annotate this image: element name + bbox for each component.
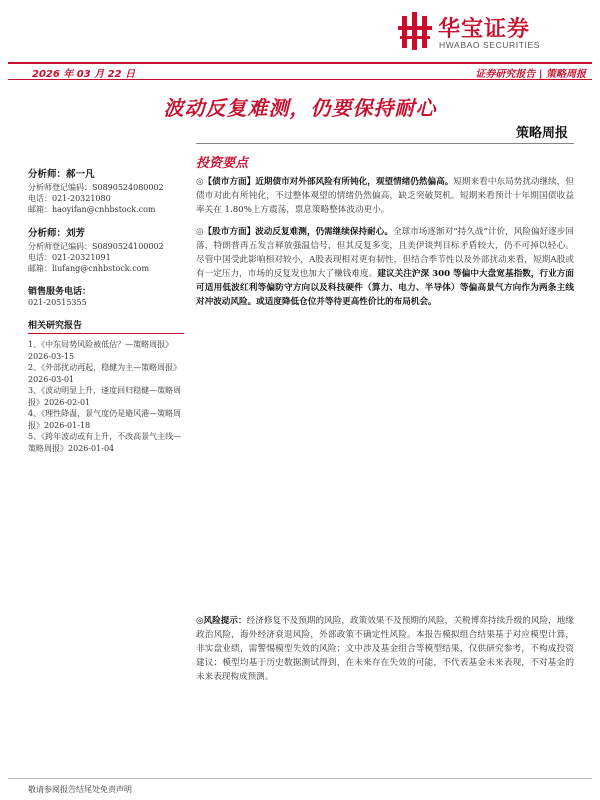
report-category: 证券研究报告 | 策略周报 <box>475 69 586 80</box>
stock-market-recommendation: 建议关注沪深 300 等偏中大盘宽基指数，行业方面可适用低波红利等偏防守方向以及科技硬件（算力、电力、半导体）等偏高景气方向作为两条主线对冲波动风险。或适度降低仓位并等待更高性价比的布局机会。 <box>196 269 574 307</box>
related-reports-heading: 相关研究报告 <box>28 318 184 334</box>
analyst-card <box>28 166 184 215</box>
report-date: 2026 年 03 月 22 日 <box>32 69 136 80</box>
analyst-cert: S0890524100002 <box>92 242 164 251</box>
analyst-phone: 021-20321080 <box>52 194 111 203</box>
cert-label: 分析师登记编码： <box>28 183 92 192</box>
related-report-item[interactable]: 4、《理性降温，景气度仍是避风港—策略周报》2026-01-18 <box>28 409 182 430</box>
analyst-cert: S0890524080002 <box>92 183 164 192</box>
analyst-email[interactable]: haoyifan@cnhbstock.com <box>52 205 156 214</box>
main-content <box>196 152 574 317</box>
bond-market-paragraph <box>196 175 574 217</box>
logo-chinese-name: 华宝证券 <box>438 17 531 42</box>
related-report-item[interactable]: 2、《外部扰动再起，稳健为主—策略周报》2026-03-01 <box>28 363 182 384</box>
stock-market-text: 全球市场逐渐对“持久战”计价，风险偏好逐步回落，特朗普再五发言释放强温信号，但其反复多变，且美伊谈判目标矛盾较大，仍不可掉以轻心。尽管中国受此影响相对较小，A股表现相对更有韧性，但结合季节性以及外部扰动来看，短期A股或有一定压力，市场的反复发也加大了赚钱难度。 <box>196 227 574 279</box>
analyst-name: 分析师：郝一凡 <box>28 169 95 180</box>
cert-label: 分析师登记编码： <box>28 242 92 251</box>
sidebar <box>28 166 184 454</box>
sales-heading: 销售服务电话： <box>28 287 92 297</box>
phone-label: 电话： <box>28 253 52 262</box>
analyst-email[interactable]: liufang@cnhbstock.com <box>52 264 150 273</box>
related-report-item[interactable]: 5、《跨年波动或有上升，不改高景气主线—策略周报》2026-01-04 <box>28 432 182 453</box>
investment-highlights-heading: 投资要点 <box>196 156 249 171</box>
email-label: 邮箱： <box>28 205 52 214</box>
stock-market-lead: 【股市方面】波动反复难测，仍需继续保持耐心。 <box>203 227 393 237</box>
bond-market-text: 短期来看中东局势扰动继续，但债市对此有所钝化，不过整体观望的情绪仍然偏高，缺乏突破契机。短期来看预计十年期国债收益率关在 1.80%上方震荡，票息策略整体波动更小。 <box>196 177 574 215</box>
header-bar <box>8 62 592 80</box>
analyst-name: 分析师：刘芳 <box>28 228 86 239</box>
email-label: 邮箱： <box>28 264 52 273</box>
footer-disclaimer: 敬请参阅报告结尾处免责声明 <box>28 785 132 794</box>
risk-text: 经济修复不及预期的风险，政策效果不及预期的风险，关税博弈持续升级的风险，地缘政治风险，海外经济衰退风险，外部政策不确定性风险。本报告模拟组合结果基于对应模型计算，非实盘业绩，需警惕模型失效的风险；文中涉及基金组合等模型结果，仅供研究参考，不构成投资建议；模型均基于历史数据测试得到，在未来存在失效的可能，不代表基金未来表现，不对基金的未来表现构成预测。 <box>196 616 574 682</box>
analyst-card <box>28 225 184 274</box>
company-logo <box>398 10 568 54</box>
logo-english-name: HWABAO SECURITIES <box>439 40 541 50</box>
bullet-icon: ◎ <box>196 227 204 237</box>
bond-market-lead: 【债市方面】近期债市对外部风险有所钝化，观望情绪仍然偏高。 <box>203 177 454 187</box>
title-divider <box>196 143 574 144</box>
risk-warning <box>196 614 574 684</box>
risk-label: 风险提示： <box>203 616 247 626</box>
report-title: 波动反复难测，仍要保持耐心 <box>163 96 437 120</box>
related-report-item[interactable]: 3、《波动明显上升，逢度回归稳健—策略周报》2026-02-01 <box>28 386 182 407</box>
sales-phone: 021-20515355 <box>28 298 87 307</box>
analyst-phone: 021-20321091 <box>52 253 111 262</box>
stock-market-paragraph <box>196 225 574 309</box>
footer-divider <box>8 778 592 779</box>
report-subtitle: 策略周报 <box>515 126 568 141</box>
bullet-icon: ◎ <box>196 177 204 187</box>
hwabao-logo-icon <box>398 12 432 50</box>
bullet-icon: ◎ <box>196 616 204 626</box>
phone-label: 电话： <box>28 194 52 203</box>
related-report-item[interactable]: 1、《中东局势风险被低估？—策略周报》2026-03-15 <box>28 340 174 361</box>
